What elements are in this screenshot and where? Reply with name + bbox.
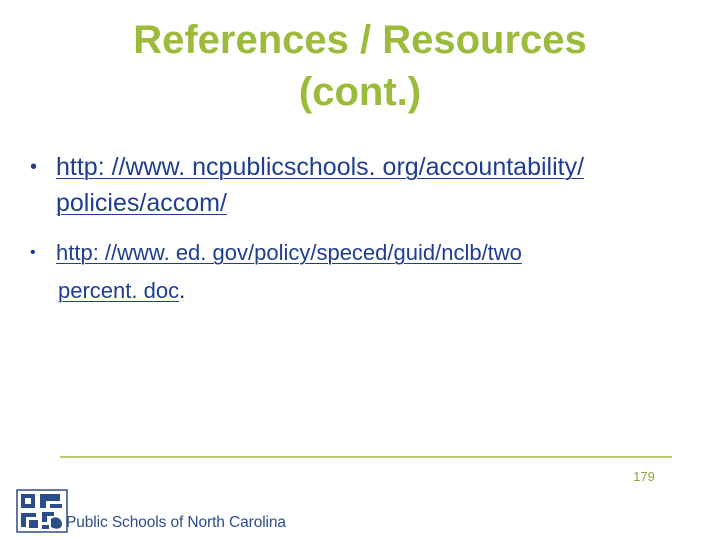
ed-gov-link[interactable]: http: //www. ed. gov/policy/speced/guid/nclb/two xyxy=(56,240,522,265)
ncpublicschools-link[interactable]: http: //www. ncpublicschools. org/accountability/ xyxy=(56,153,585,181)
page-number: 179 xyxy=(633,469,655,484)
organization-name: Public Schools of North Carolina xyxy=(66,514,286,531)
trailing-period: . xyxy=(179,278,186,303)
nc-public-schools-logo-icon xyxy=(16,489,68,533)
footer-divider xyxy=(60,456,672,458)
title-line-2: (cont.) xyxy=(298,70,422,114)
bullet-dot: • xyxy=(30,244,36,261)
ed-gov-link-continued[interactable]: percent. doc xyxy=(58,278,180,303)
bullet-dot: • xyxy=(30,156,38,178)
ncpublicschools-link-continued[interactable]: policies/accom/ xyxy=(56,189,227,217)
slide-title xyxy=(60,14,660,118)
title-line-1: References / Resources xyxy=(133,18,587,62)
